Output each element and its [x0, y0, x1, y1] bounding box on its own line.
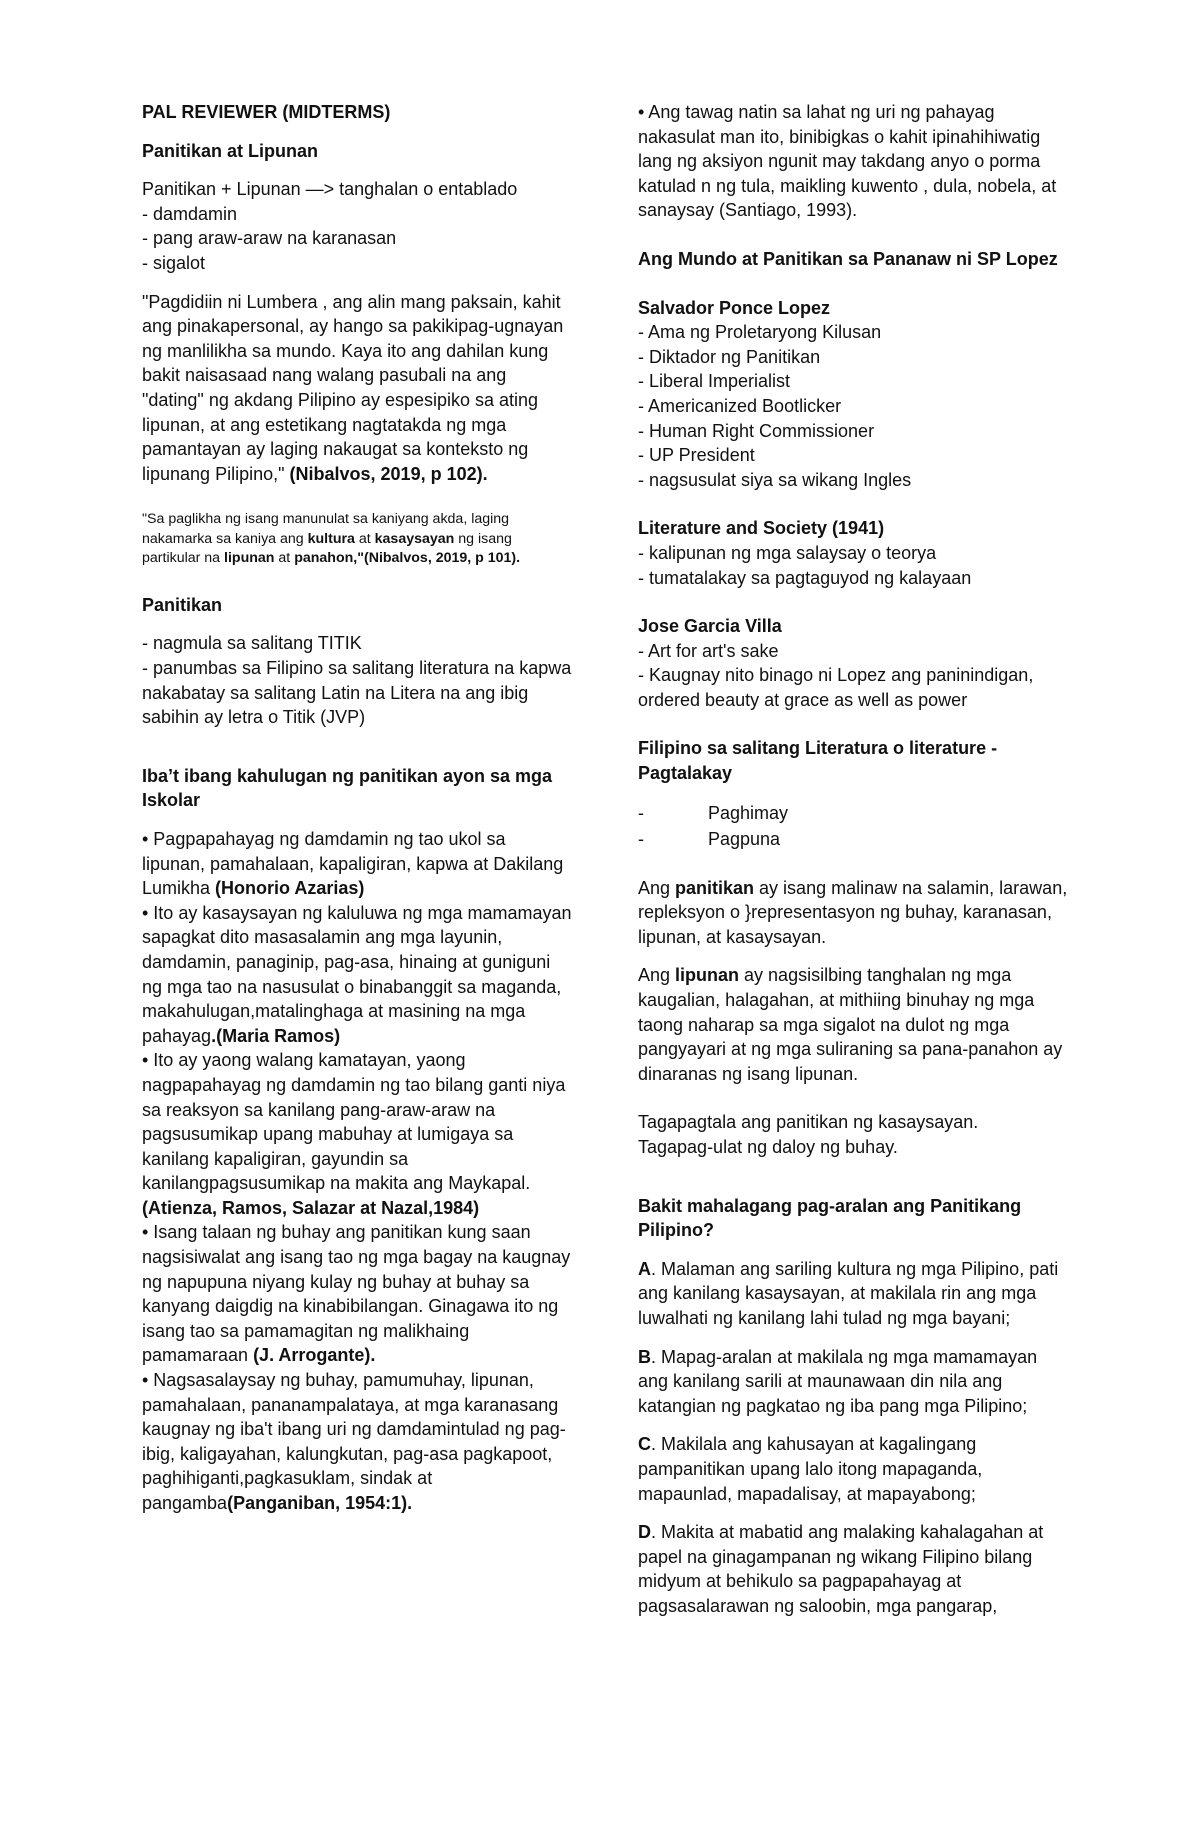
- section-heading-panitikan: Panitikan: [142, 594, 223, 615]
- lumbera-quote: [142, 290, 572, 487]
- formula-line: Panitikan + Lipunan —> tanghalan o entablado: [142, 179, 518, 200]
- reason-text: . Malaman ang sariling kultura ng mga Pilipino, pati ang kanilang kasaysayan, at makilala rin ang mga luwalhati ng kanilang lahi tulad ng mga bayani;: [638, 1258, 1059, 1328]
- tagapag-ulat-line: Tagapag-ulat ng daloy ng buhay.: [638, 1137, 898, 1157]
- emphasis-kasaysayan: kasaysayan: [374, 530, 455, 547]
- lopez-item: - Americanized Bootlicker: [638, 395, 842, 416]
- lumbera-quote-text: "Pagdidiin ni Lumbera , ang alin mang paksain, kahit ang pinakapersonal, ay hango sa pakikipag-ugnayan ng manlilikha sa mundo. Kaya ito ang dahilan kung bakit naisasaad nang walang pasubali na ang "dating" ng akdang Pilipino ay espesipiko sa ating lipunan, at ang estetikang nagtatakda ng mga pamantayan ay laging nakaugat sa konteksto ng lipunang Pilipino,": [142, 291, 564, 484]
- definition-arrogante: [142, 1220, 572, 1368]
- pagtalakay-label: Pagpuna: [708, 828, 781, 849]
- document-title: PAL REVIEWER (MIDTERMS): [142, 102, 391, 122]
- definition-text: ay nagsisilbing tanghalan ng mga kaugalian, halagahan, at mithiing binuhay ng mga taong naharap sa mga sigalot na dulot ng mga pangyayari at ng mga suliraning sa pana-panahon ay dinaranas ng isang lipunan.: [638, 965, 1063, 1084]
- right-column: [638, 100, 1068, 1619]
- literature-item: - tumatalakay sa pagtaguyod ng kalayaan: [638, 567, 972, 588]
- formula-line: - pang araw-araw na karanasan: [142, 228, 397, 249]
- formula-line: - sigalot: [142, 252, 206, 273]
- definition-citation: (J. Arrogante).: [253, 1345, 376, 1366]
- nibalvos-quote-text: "Sa paglikha ng isang manunulat sa kaniyang akda, laging nakamarka sa kaniya ang: [142, 511, 510, 547]
- nibalvos-quote-text: at: [354, 530, 375, 547]
- reason-item: [638, 1432, 1068, 1506]
- definition-citation: .(Maria Ramos): [211, 1025, 341, 1046]
- definition-text: • Ito ay yaong walang kamatayan, yaong nagpapahayag ng damdamin ng tao bilang ganti niya sa reaksyon sa kanilang pang-araw-araw na pagsusumikap upang mabuhay at lumigaya sa kanilang kapaligiran, gayundin sa kanilangpagsusumikap na makita ang Maykapal.: [142, 1050, 566, 1194]
- tagapagtala-line: Tagapagtala ang panitikan ng kasaysayan.: [638, 1112, 979, 1133]
- definition-text: • Isang talaan ng buhay ang panitikan kung saan nagsisiwalat ang isang tao ng mga bagay na kaugnay ng napupuna niyang kulay ng buhay at buhay sa kanyang daigdig na kinabibilangan. Ginagawa ito ng isang tao sa pamamagitan ng malikhaing pamamaraan: [142, 1222, 571, 1366]
- lopez-item: - Ama ng Proletaryong Kilusan: [638, 322, 882, 343]
- emphasis-panitikan: panitikan: [675, 877, 755, 898]
- definition-text: Ang: [638, 877, 676, 898]
- panitikan-line: - panumbas sa Filipino sa salitang literatura na kapwa nakabatay sa salitang Latin na Litera na ang ibig sabihin ay letra o Titik (JVP): [142, 658, 572, 728]
- section-heading-kahulugan: Iba’t ibang kahulugan ng panitikan ayon sa mga Iskolar: [142, 765, 553, 811]
- reason-text: . Makilala ang kahusayan at kagalingang pampanitikan upang lalo itong mapaganda, mapaunlad, mapadalisay, at mapayabong;: [638, 1434, 983, 1504]
- section-heading-bakit-mahalaga: Bakit mahalagang pag-aralan ang Panitikang Pilipino?: [638, 1195, 1022, 1241]
- lopez-item: - Diktador ng Panitikan: [638, 346, 821, 367]
- reason-item: [638, 1257, 1068, 1331]
- emphasis-lipunan: lipunan: [224, 550, 275, 567]
- nibalvos-quote-text: at: [274, 550, 295, 567]
- emphasis-kultura: kultura: [307, 530, 355, 547]
- villa-item: - Kaugnay nito binago ni Lopez ang paninindigan, ordered beauty at grace as well as power: [638, 665, 1034, 710]
- definition-citation: (Honorio Azarias): [215, 878, 365, 899]
- nibalvos-quote-text: ng isang partikular na: [142, 530, 512, 567]
- definition-text: • Nagsasalaysay ng buhay, pamumuhay, lipunan, pamahalaan, pananampalataya, at mga karanasang kaugnay ng iba't ibang uri ng damdamintulad ng pag-ibig, kaligayahan, kalungkutan, pag-asa pagkapoot, paghihiganti,pagkasuklam, sindak at pangamba: [142, 1370, 566, 1513]
- section-heading-jose-garcia-villa: Jose Garcia Villa: [638, 616, 782, 637]
- lopez-item: - Human Right Commissioner: [638, 420, 875, 441]
- list-dash: -: [638, 828, 644, 849]
- section-heading-salvador-ponce-lopez: Salvador Ponce Lopez: [638, 297, 831, 318]
- villa-item: - Art for art's sake: [638, 640, 779, 661]
- definition-text: ay isang malinaw na salamin, larawan, repleksyon o }representasyon ng buhay, karanasan, lipunan, at kasaysayan.: [638, 877, 1068, 947]
- list-dash: -: [638, 802, 644, 823]
- lipunan-definition: [638, 963, 1068, 1086]
- section-heading-mundo-at-panitikan: Ang Mundo at Panitikan sa Pananaw ni SP Lopez: [638, 248, 1058, 269]
- reason-letter: A: [638, 1258, 651, 1279]
- panitikan-line: - nagmula sa salitang TITIK: [142, 633, 362, 654]
- reason-letter: D: [638, 1522, 651, 1543]
- definition-text: Ang: [638, 965, 676, 986]
- reason-letter: C: [638, 1434, 651, 1455]
- definition-citation: (Atienza, Ramos, Salazar at Nazal,1984): [142, 1197, 480, 1218]
- section-heading-literature-and-society: Literature and Society (1941): [638, 518, 885, 539]
- reason-item: [638, 1345, 1068, 1419]
- definition-azarias: [142, 827, 572, 901]
- definition-text: • Ito ay kasaysayan ng kaluluwa ng mga mamamayan sapagkat dito masasalamin ang mga layunin, damdamin, panaginip, pag-asa, hinaing at guniguni ng mga tao na nasusulat o binabanggit sa maganda, makahulugan,matalinghaga at masining na mga pahayag: [142, 902, 572, 1046]
- literature-item: - kalipunan ng mga salaysay o teorya: [638, 542, 937, 563]
- panitikan-definition: [638, 876, 1068, 950]
- pagtalakay-item: [638, 826, 1068, 852]
- pagtalakay-item: [638, 800, 1068, 826]
- lopez-item: - UP President: [638, 445, 755, 466]
- section-heading-filipino-literatura: Filipino sa salitang Literatura o literature - Pagtalakay: [638, 738, 998, 784]
- formula-line: - damdamin: [142, 203, 238, 224]
- reason-text: . Makita at mabatid ang malaking kahalagahan at papel na ginagampanan ng wikang Filipino bilang midyum at behikulo sa pagpapahayag at pagsasalarawan ng saloobin, mga pangarap,: [638, 1522, 1044, 1616]
- lopez-item: - Liberal Imperialist: [638, 371, 791, 392]
- emphasis-panahon-citation: panahon,"(Nibalvos, 2019, p 101).: [294, 550, 521, 567]
- definition-citation: (Panganiban, 1954:1).: [227, 1493, 413, 1513]
- definition-panganiban: [142, 1368, 572, 1516]
- section-heading-panitikan-at-lipunan: Panitikan at Lipunan: [142, 140, 319, 161]
- definition-santiago: • Ang tawag natin sa lahat ng uri ng pahayag nakasulat man ito, binibigkas o kahit ipinahihiwatig lang ng aksiyon ngunit may takdang anyo o porma katulad n ng tula, maikling kuwento , dula, nobela, at sanaysay (Santiago, 1993).: [638, 102, 1057, 221]
- nibalvos-quote: [142, 510, 572, 569]
- reason-text: . Mapag-aralan at makilala ng mga mamamayan ang kanilang sarili at maunawaan din nila ang katangian ng pagkatao ng iba pang mga Pilipino;: [638, 1346, 1038, 1416]
- definition-ramos: [142, 901, 572, 1049]
- definition-atienza: [142, 1048, 572, 1220]
- emphasis-lipunan: lipunan: [675, 965, 740, 986]
- left-column: [142, 100, 572, 1516]
- pagtalakay-label: Paghimay: [708, 802, 789, 823]
- reason-letter: B: [638, 1346, 651, 1367]
- lumbera-quote-citation: (Nibalvos, 2019, p 102).: [289, 463, 488, 484]
- reason-item: [638, 1520, 1068, 1618]
- definition-text: • Pagpapahayag ng damdamin ng tao ukol sa lipunan, pamahalaan, kapaligiran, kapwa at Dakilang Lumikha: [142, 828, 564, 899]
- lopez-item: - nagsusulat siya sa wikang Ingles: [638, 469, 912, 490]
